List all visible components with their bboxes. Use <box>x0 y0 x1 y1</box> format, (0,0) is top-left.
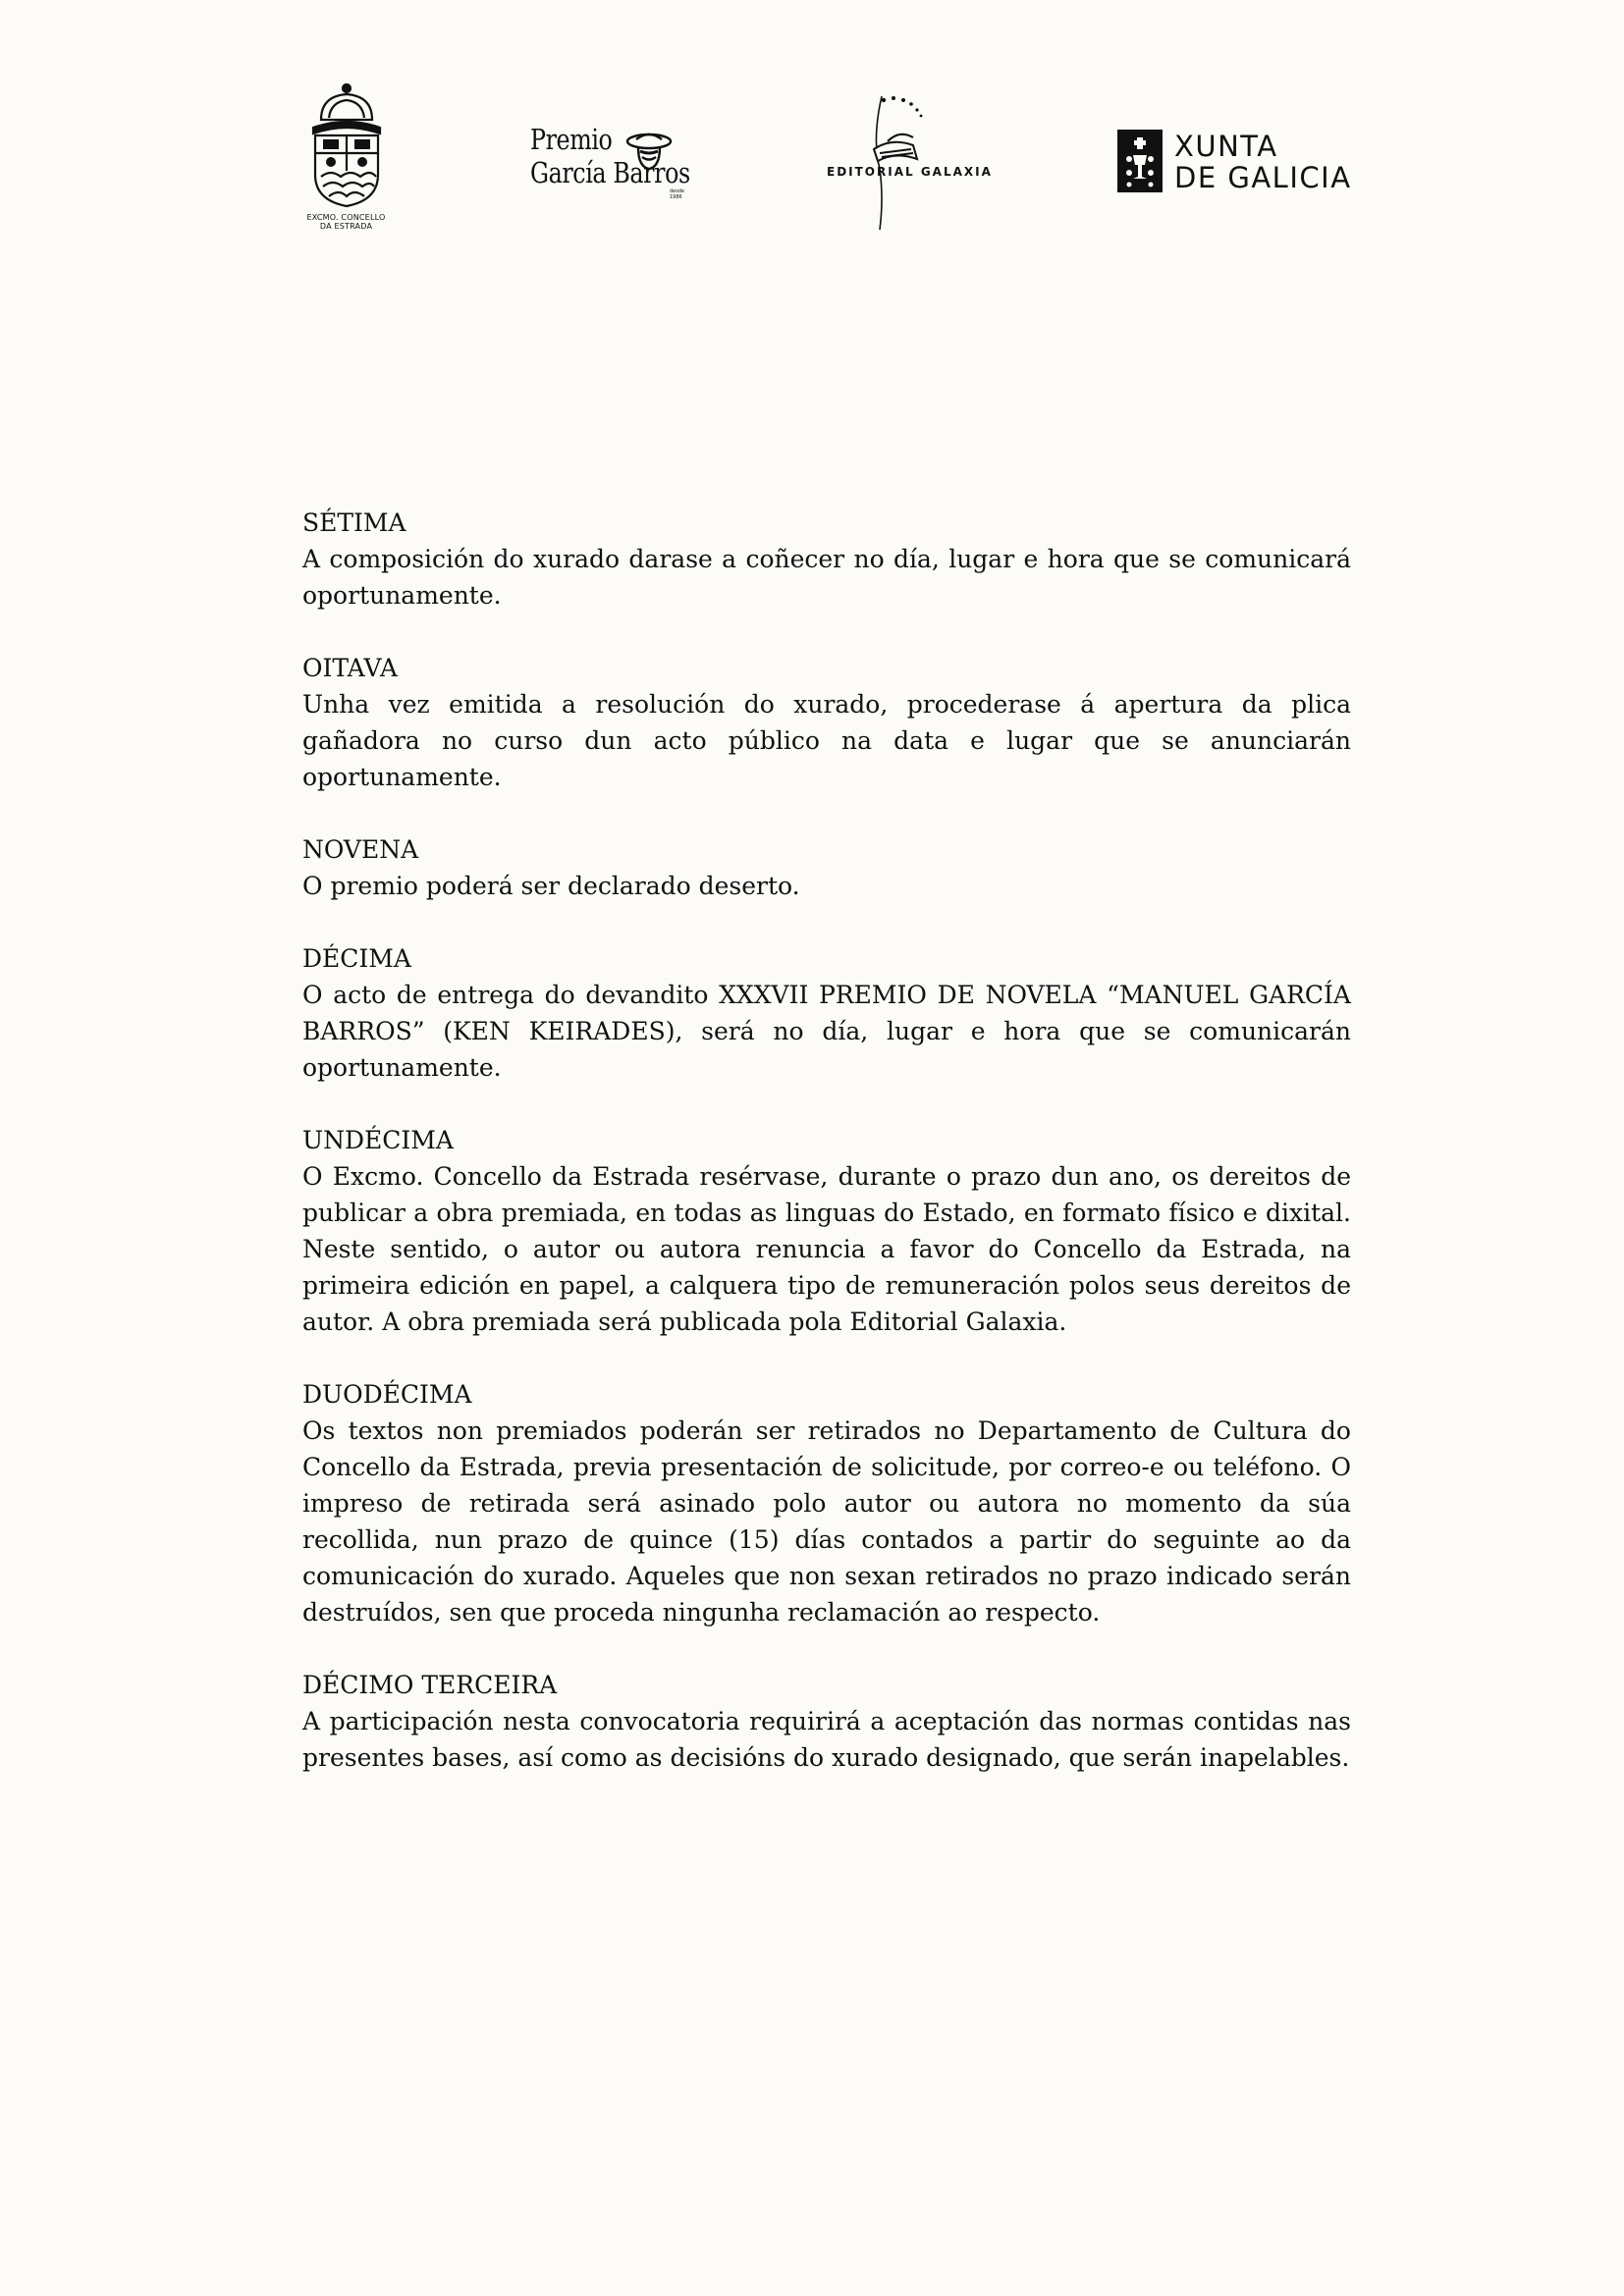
concello-estrada-caption: EXCMO. CONCELLO DA ESTRADA <box>306 213 386 231</box>
coat-of-arms-icon <box>301 80 392 210</box>
premio-garcia-barros-logo <box>530 124 697 202</box>
section-decima <box>302 940 1351 1086</box>
section-text: O acto de entrega do devandito XXXVII PREMIO DE NOVELA “MANUEL GARCÍA BARROS” (KEN KEIRADES), será no día, lugar e hora que se comunicarán oportunamente. <box>302 981 1351 1082</box>
header-logos <box>0 0 1624 255</box>
hat-figure-icon <box>624 130 674 173</box>
xunta-de-galicia-logo <box>1117 128 1353 196</box>
xunta-logo-line2: DE GALICIA <box>1174 161 1352 194</box>
editorial-galaxia-text: EDITORIAL GALAXIA <box>827 165 993 179</box>
section-heading: UNDÉCIMA <box>302 1126 454 1154</box>
section-text: A composición do xurado darase a coñecer no día, lugar e hora que se comunicará oportunamente. <box>302 545 1351 610</box>
section-text: O premio poderá ser declarado deserto. <box>302 872 800 900</box>
section-oitava <box>302 650 1351 795</box>
xunta-logo-line1: XUNTA <box>1174 130 1278 163</box>
section-duodecima <box>302 1376 1351 1630</box>
editorial-galaxia-logo <box>823 90 993 233</box>
section-text: O Excmo. Concello da Estrada resérvase, durante o prazo dun ano, os dereitos de publicar a obra premiada, en todas as linguas do Estado, en formato físico e dixital. Neste sentido, o autor ou autora renuncia a favor do Concello da Estrada, na primeira edición en papel, a calquera tipo de remuneración polos seus dereitos de autor. A obra premiada será publicada pola Editorial Galaxia. <box>302 1162 1351 1336</box>
premio-logo-line1: Premio <box>530 123 613 156</box>
concello-estrada-logo <box>295 80 398 242</box>
section-heading: DÉCIMA <box>302 944 411 973</box>
document-body <box>302 505 1351 1812</box>
section-undecima <box>302 1122 1351 1340</box>
section-setima <box>302 505 1351 614</box>
galicia-emblem-icon <box>1117 130 1163 192</box>
section-text: A participación nesta convocatoria requirirá a aceptación das normas contidas nas presentes bases, así como as decisións do xurado designado, que serán inapelables. <box>302 1707 1351 1772</box>
premio-logo-line2: García Barros <box>530 156 690 189</box>
stars-book-icon <box>823 90 980 233</box>
section-decimo-terceira <box>302 1667 1351 1776</box>
section-heading: DUODÉCIMA <box>302 1380 472 1409</box>
section-novena <box>302 831 1351 904</box>
section-text: Os textos non premiados poderán ser retirados no Departamento de Cultura do Concello da Estrada, previa presentación de solicitude, por correo-e ou teléfono. O impreso de retirada será asinado polo autor ou autora no momento da súa recollida, nun prazo de quince (15) días contados a partir do seguinte ao da comunicación do xurado. Aqueles que non sexan retirados no prazo indicado serán destruídos, sen que proceda ningunha reclamación ao respecto. <box>302 1416 1351 1627</box>
section-heading: DÉCIMO TERCEIRA <box>302 1671 558 1699</box>
section-heading: SÉTIMA <box>302 508 406 537</box>
section-heading: OITAVA <box>302 654 398 682</box>
section-text: Unha vez emitida a resolución do xurado, procederase á apertura da plica gañadora no curso dun acto público na data e lugar que se anunciarán oportunamente. <box>302 690 1351 791</box>
premio-logo-small: desde 1986 <box>670 188 685 200</box>
section-heading: NOVENA <box>302 835 419 864</box>
